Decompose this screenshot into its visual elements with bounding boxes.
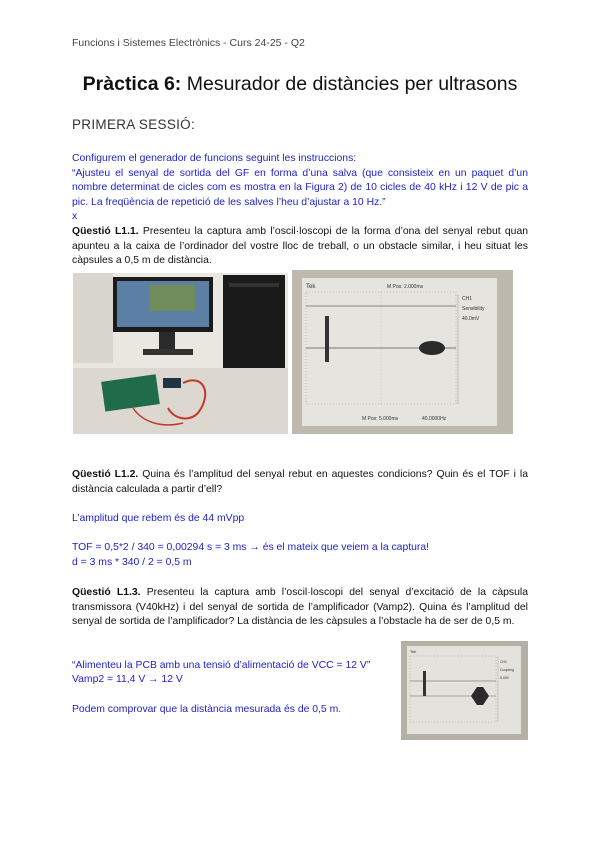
scope1-menu-0: CH1 [462, 296, 473, 302]
title-bold: Pràctica 6: [82, 73, 182, 95]
scope-capture-1 [292, 270, 513, 434]
answer-l1-2-tof: TOF = 0,5*2 / 340 = 0,00294 s = 3 ms → és el mateix que veiem a la captura! [72, 542, 430, 553]
intro-line: Configurem el generador de funcions seguint les instruccions: [72, 153, 357, 164]
scope1-brand: Tek [306, 284, 316, 290]
question-l1-3-text: Presenteu la captura amb l’oscil·loscopi del senyal d’excitació de la càpsula transmissora (V40kHz) i del senyal de sortida de l’amplificador (Vamp2). Quina és l’amplitud del senyal de sortida de l’amplificador? La distància de les càpsules a l’obstacle ha de ser de 0,5 m. [72, 587, 528, 628]
answer-l1-3-vamp2: Vamp2 = 11,4 V → 12 V [72, 674, 183, 685]
session-heading: PRIMERA SESSIÓ: [72, 117, 196, 132]
question-l1-2 [72, 468, 528, 497]
scope2-menu-0: CH1 [500, 660, 508, 664]
answer-l1-2-amplitude: L’amplitud que rebem és de 44 mVpp [72, 513, 245, 524]
question-l1-1-label: Qüestió L1.1. [72, 226, 139, 237]
scope2-menu-2: 5.00V [500, 676, 510, 680]
question-l1-1 [72, 225, 528, 269]
page-title [0, 73, 600, 96]
question-l1-2-label: Qüestió L1.2. [72, 469, 139, 480]
scope2-menu-1: Coupling [500, 668, 514, 672]
answer-l1-2-distance: d = 3 ms * 340 / 2 = 0,5 m [72, 557, 192, 568]
scope2-brand: Tek [410, 649, 417, 654]
setup-photo [73, 273, 288, 434]
page-header: Funcions i Sistemes Electrònics - Curs 24-25 - Q2 [72, 37, 305, 49]
question-l1-1-text: Presenteu la captura amb l’oscil·loscopi de la forma d’ona del senyal rebut quan apunteu a la caixa de l’ordinador del vostre lloc de treball, o un obstacle similar, i heu situat les càpsules a 0,5 m de distància. [72, 226, 529, 267]
scope1-footer: M Pos: 5.000ms [362, 416, 399, 422]
scope-capture-1-screen [292, 270, 513, 434]
question-l1-2-text: Quina és l’amplitud del senyal rebut en aquestes condicions? Quin és el TOF i la distància calculada a partir d’ell? [72, 469, 529, 495]
scope-capture-2 [401, 641, 528, 740]
title-rest: Mesurador de distàncies per ultrasons [181, 73, 518, 95]
intro-quote: “Ajusteu el senyal de sortida del GF en forma d’una salva (que consisteix en un paquet d’un nombre determinat de cicles com es mostra en la Figura 2) de 10 cicles de 40 kHz i 12 V de pic a pic. La freqüència de repetició de les salves l’heu d’ajustar a 10 Hz.” [72, 167, 528, 208]
scope1-menu-1: Sensibility [462, 306, 485, 312]
question-l1-3 [72, 586, 528, 630]
intro-mark: x [72, 211, 78, 223]
intro-instructions [72, 152, 528, 225]
answer-l1-3-vcc: “Alimenteu la PCB amb una tensió d’alimentació de VCC = 12 V” [72, 660, 371, 671]
scope1-status: M Pos: 2.000ms [387, 284, 424, 290]
scope-capture-2-screen [401, 641, 528, 740]
scope1-freq: 40.0000Hz [422, 416, 447, 422]
answer-l1-3-distance: Podem comprovar que la distància mesurada és de 0,5 m. [72, 704, 342, 715]
scope1-menu-2: 40.0mV [462, 316, 480, 322]
setup-photo-drawing [73, 273, 288, 434]
question-l1-3-label: Qüestió L1.3. [72, 587, 141, 598]
